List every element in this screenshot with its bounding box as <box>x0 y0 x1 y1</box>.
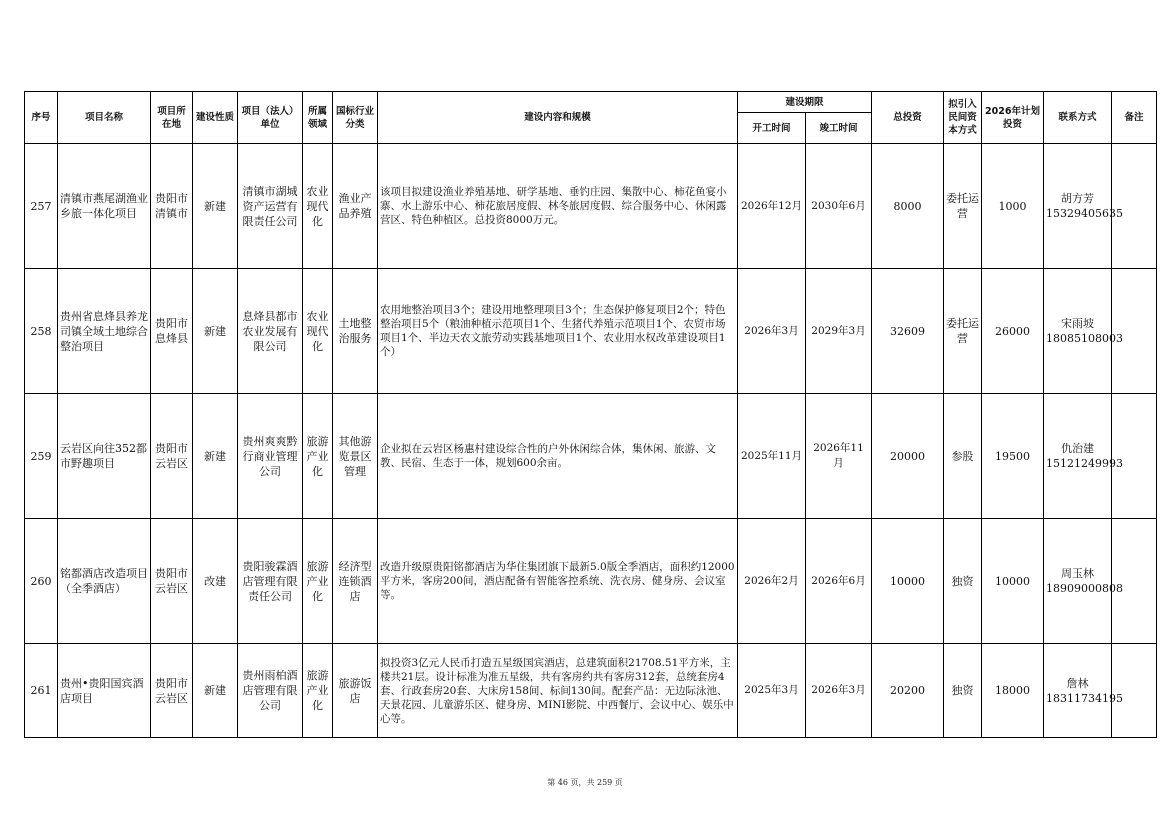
cell-plan-2026: 26000 <box>982 269 1044 394</box>
cell-industry: 旅游饭店 <box>333 644 378 738</box>
cell-name: 清镇市燕尾湖渔业乡旅一体化项目 <box>58 144 151 269</box>
table-row <box>25 144 1157 269</box>
cell-seq: 261 <box>25 644 58 738</box>
cell-content: 该项目拟建设渔业养殖基地、研学基地、垂钓庄园、集散中心、柿花鱼宴小寨、水上游乐中心、柿花旅居度假、林冬旅居度假、综合服务中心、休闲露营区、特色种植区。总投资8000万元。 <box>378 144 738 269</box>
cell-contact <box>1044 519 1123 644</box>
cell-nature: 新建 <box>193 644 238 738</box>
cell-unit: 贵州雨柏酒店管理有限公司 <box>238 644 303 738</box>
header-name: 项目名称 <box>58 92 151 144</box>
cell-nature: 新建 <box>193 269 238 394</box>
cell-remark <box>1112 394 1157 519</box>
cell-plan-2026: 1000 <box>982 144 1044 269</box>
page-footer: 第 46 页，共 259 页 <box>547 778 623 787</box>
header-start: 开工时间 <box>738 113 806 144</box>
cell-unit: 清镇市湖城资产运营有限责任公司 <box>238 144 303 269</box>
cell-remark <box>1112 519 1157 644</box>
cell-contact <box>1044 269 1123 394</box>
cell-remark <box>1112 144 1157 269</box>
cell-field: 农业现代化 <box>303 144 333 269</box>
cell-plan-2026: 19500 <box>982 394 1044 519</box>
header-unit: 项目（法人）单位 <box>238 92 303 144</box>
cell-unit: 贵阳骏霖酒店管理有限责任公司 <box>238 519 303 644</box>
cell-unit: 贵州爽爽黔行商业管理公司 <box>238 394 303 519</box>
cell-end: 2026年6月 <box>806 519 872 644</box>
cell-end: 2029年3月 <box>806 269 872 394</box>
cell-name: 云岩区向往352都市野趣项目 <box>58 394 151 519</box>
header-industry: 国标行业分类 <box>333 92 378 144</box>
cell-start: 2026年12月 <box>738 144 806 269</box>
cell-end: 2030年6月 <box>806 144 872 269</box>
contact-phone: 18085108003 <box>1046 332 1123 345</box>
cell-name: 贵州省息烽县养龙司镇全域土地综合整治项目 <box>58 269 151 394</box>
cell-field: 旅游产业化 <box>303 519 333 644</box>
cell-industry: 土地整治服务 <box>333 269 378 394</box>
cell-start: 2025年11月 <box>738 394 806 519</box>
cell-seq: 257 <box>25 144 58 269</box>
cell-seq: 260 <box>25 519 58 644</box>
header-content: 建设内容和规模 <box>378 92 738 144</box>
header-private-mode: 拟引入民间资本方式 <box>944 92 982 144</box>
cell-industry: 其他游览景区管理 <box>333 394 378 519</box>
cell-content: 企业拟在云岩区杨惠村建设综合性的户外休闲综合体，集休闲、旅游、文教、民宿、生态于一体，规划600余亩。 <box>378 394 738 519</box>
table-row <box>25 644 1157 738</box>
cell-seq: 259 <box>25 394 58 519</box>
cell-content: 农用地整治项目3个；建设用地整理项目3个；生态保护修复项目2个；特色整治项目5个（粮油种植示范项目1个、生猪代养殖示范项目1个、农贸市场项目1个、半边天农文旅劳动实践基地项目1个、农业用水权改革建设项目1个） <box>378 269 738 394</box>
contact-phone: 18909000808 <box>1046 582 1123 595</box>
cell-industry: 渔业产品养殖 <box>333 144 378 269</box>
cell-seq: 258 <box>25 269 58 394</box>
cell-investment: 10000 <box>872 519 944 644</box>
cell-investment: 8000 <box>872 144 944 269</box>
cell-private-mode: 独资 <box>944 519 982 644</box>
cell-content: 改造升级原贵阳铭都酒店为华住集团旗下最新5.0版全季酒店，面积约12000平方米，客房200间，酒店配备有智能客控系统、洗衣房、健身房、会议室等。 <box>378 519 738 644</box>
cell-investment: 32609 <box>872 269 944 394</box>
contact-phone: 15329405635 <box>1046 207 1123 220</box>
cell-location: 贵阳市云岩区 <box>151 644 193 738</box>
cell-unit: 息烽县都市农业发展有限公司 <box>238 269 303 394</box>
table-row <box>25 394 1157 519</box>
contact-phone: 18311734195 <box>1046 691 1123 705</box>
contact-phone: 15121249993 <box>1046 457 1123 470</box>
cell-nature: 新建 <box>193 394 238 519</box>
cell-location: 贵阳市云岩区 <box>151 519 193 644</box>
cell-plan-2026: 10000 <box>982 519 1044 644</box>
cell-location: 贵阳市清镇市 <box>151 144 193 269</box>
header-plan-2026: 2026年计划投资 <box>982 92 1044 144</box>
cell-start: 2025年3月 <box>738 644 806 738</box>
contact-name: 胡方芳 <box>1061 192 1095 205</box>
cell-end: 2026年3月 <box>806 644 872 738</box>
cell-field: 旅游产业化 <box>303 644 333 738</box>
contact-name: 周玉林 <box>1061 567 1095 580</box>
cell-industry: 经济型连锁酒店 <box>333 519 378 644</box>
cell-field: 农业现代化 <box>303 269 333 394</box>
cell-contact <box>1044 394 1123 519</box>
cell-private-mode: 参股 <box>944 394 982 519</box>
header-field: 所属领域 <box>303 92 333 144</box>
cell-investment: 20200 <box>872 644 944 738</box>
header-investment: 总投资 <box>872 92 944 144</box>
table-row <box>25 269 1157 394</box>
cell-location: 贵阳市息烽县 <box>151 269 193 394</box>
header-period: 建设期限 <box>738 92 872 113</box>
cell-nature: 新建 <box>193 144 238 269</box>
cell-plan-2026: 18000 <box>982 644 1044 738</box>
cell-field: 旅游产业化 <box>303 394 333 519</box>
header-nature: 建设性质 <box>193 92 238 144</box>
contact-name: 仇治建 <box>1061 442 1095 455</box>
header-seq: 序号 <box>25 92 58 144</box>
header-end: 竣工时间 <box>806 113 872 144</box>
cell-investment: 20000 <box>872 394 944 519</box>
project-table <box>24 91 1157 738</box>
cell-remark <box>1112 269 1157 394</box>
contact-name: 詹林 <box>1066 676 1089 690</box>
cell-name: 贵州•贵阳国宾酒店项目 <box>58 644 151 738</box>
table-row <box>25 519 1157 644</box>
cell-start: 2026年3月 <box>738 269 806 394</box>
cell-start: 2026年2月 <box>738 519 806 644</box>
cell-private-mode: 委托运营 <box>944 144 982 269</box>
contact-name: 宋雨坡 <box>1061 317 1095 330</box>
cell-end: 2026年11月 <box>806 394 872 519</box>
header-location: 项目所在地 <box>151 92 193 144</box>
header-contact: 联系方式 <box>1044 92 1112 144</box>
cell-contact <box>1044 144 1123 269</box>
cell-private-mode: 独资 <box>944 644 982 738</box>
cell-nature: 改建 <box>193 519 238 644</box>
cell-remark <box>1112 644 1157 738</box>
cell-location: 贵阳市云岩区 <box>151 394 193 519</box>
cell-name: 铭都酒店改造项目（全季酒店） <box>58 519 151 644</box>
cell-private-mode: 委托运营 <box>944 269 982 394</box>
header-remark: 备注 <box>1112 92 1157 144</box>
cell-content: 拟投资3亿元人民币打造五星级国宾酒店，总建筑面积21708.51平方米，主楼共21层。设计标准为准五星级，共有客房约共有客房312套，总统套房4套、行政套房20套、大床房158间、标间130间。配套产品：无边际泳池、天景花园、儿童游乐区、健身房、MINI影院、中西餐厅、会议中心、娱乐中心等。 <box>378 644 738 738</box>
cell-contact <box>1044 644 1123 738</box>
